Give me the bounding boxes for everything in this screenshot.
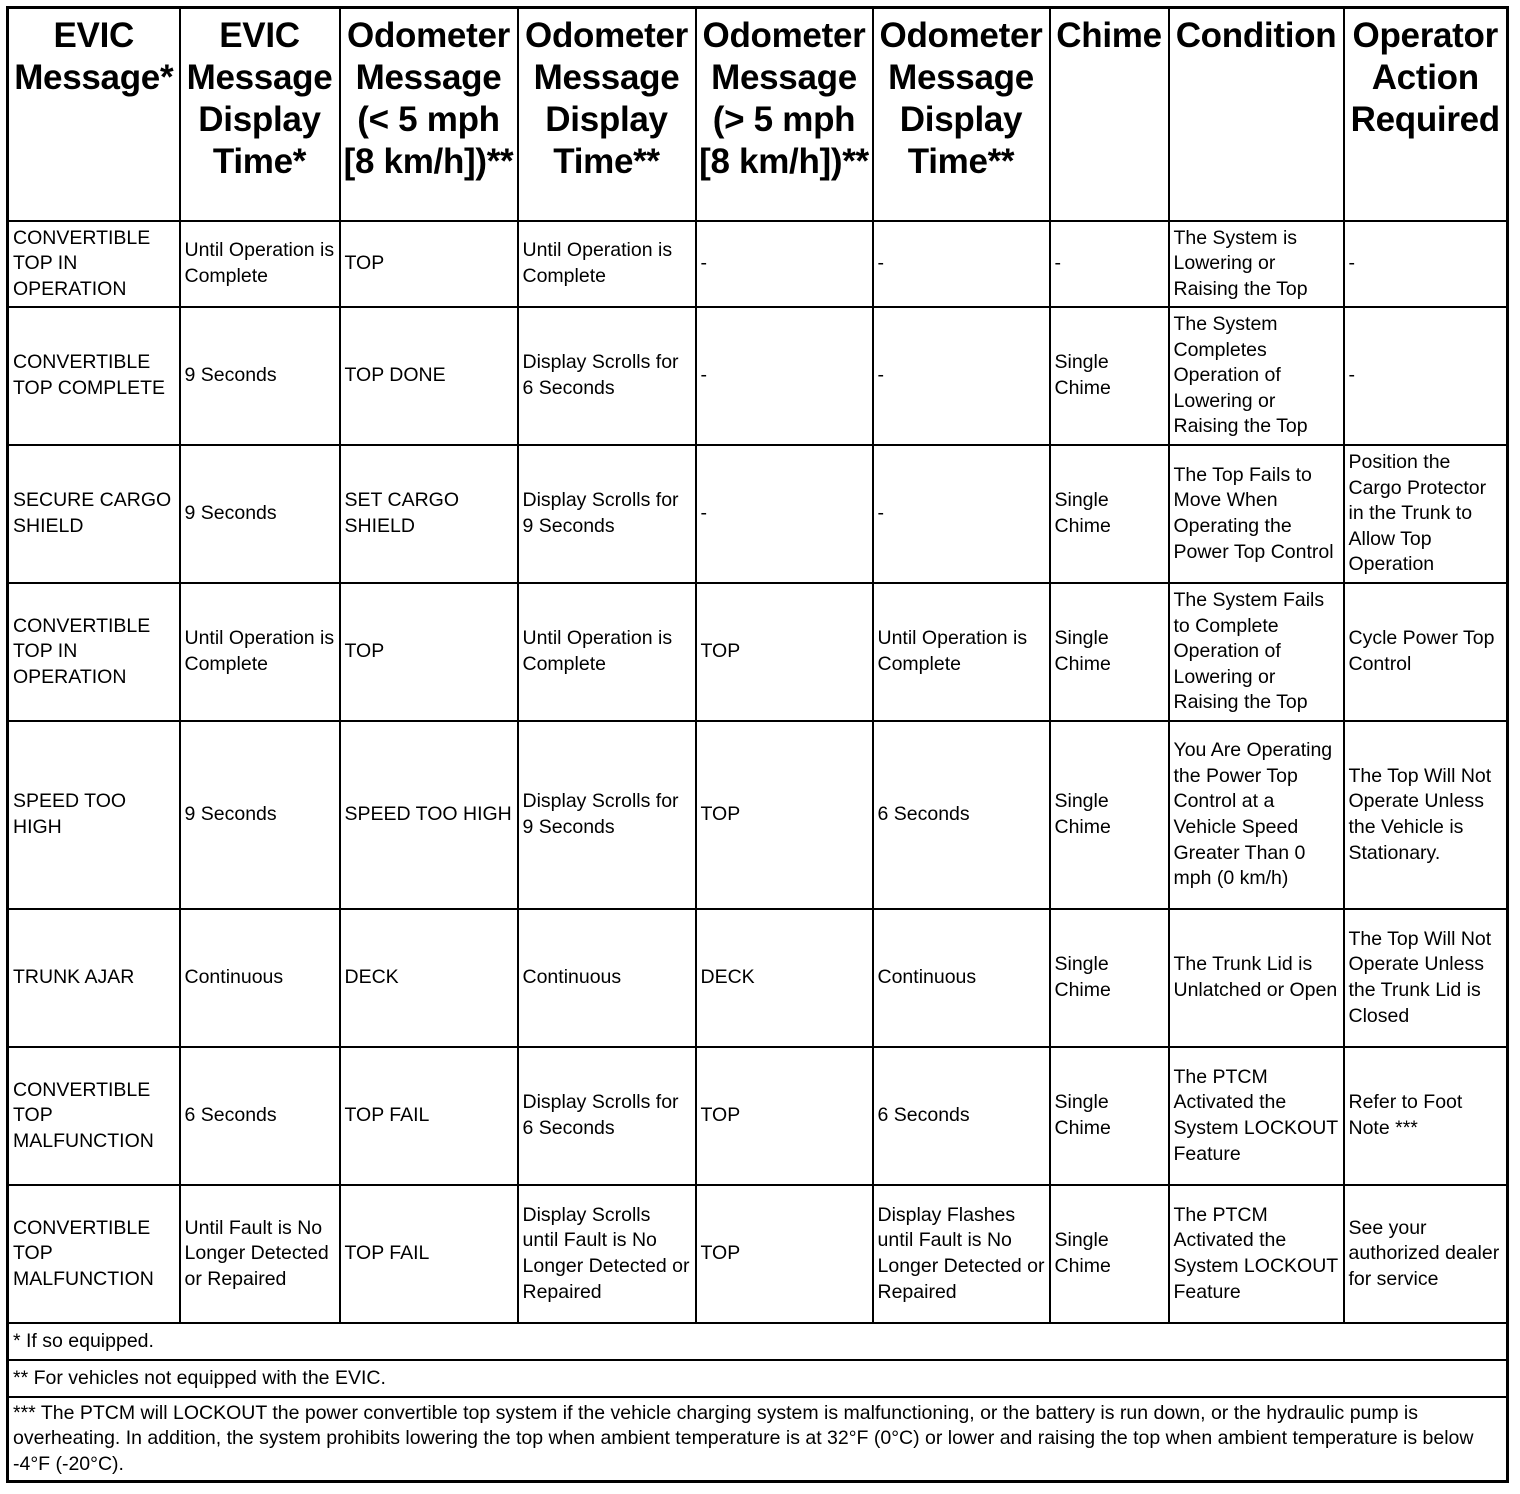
header-chime: Chime (1050, 8, 1169, 222)
cell-evic-display-time: Until Operation is Complete (180, 583, 340, 721)
cell-odometer-message-low: TOP (340, 583, 518, 721)
cell-chime: Single Chime (1050, 909, 1169, 1047)
cell-evic-display-time: 9 Seconds (180, 307, 340, 445)
cell-evic-message: CONVERTIBLE TOP MALFUNCTION (8, 1047, 180, 1185)
cell-odometer-message-low: TOP (340, 221, 518, 307)
cell-odometer-message-low: TOP DONE (340, 307, 518, 445)
header-odometer-message-low-speed: Odometer Message (< 5 mph [8 km/h])** (340, 8, 518, 222)
footnote-row (8, 1397, 1508, 1482)
cell-evic-display-time: Continuous (180, 909, 340, 1047)
table-row (8, 221, 1508, 307)
cell-chime: Single Chime (1050, 307, 1169, 445)
cell-chime: Single Chime (1050, 445, 1169, 583)
cell-odometer-message-low: SPEED TOO HIGH (340, 721, 518, 909)
cell-odometer-time-high: Display Flashes until Fault is No Longer Detected or Repaired (873, 1185, 1050, 1323)
cell-condition: The System Fails to Complete Operation of Lowering or Raising the Top (1169, 583, 1344, 721)
cell-odometer-time-low: Display Scrolls until Fault is No Longer Detected or Repaired (518, 1185, 696, 1323)
cell-chime: Single Chime (1050, 583, 1169, 721)
header-odometer-display-time-high-speed: Odometer Message Display Time** (873, 8, 1050, 222)
cell-evic-message: SECURE CARGO SHIELD (8, 445, 180, 583)
header-operator-action: Operator Action Required (1344, 8, 1508, 222)
header-evic-display-time: EVIC Message Display Time* (180, 8, 340, 222)
cell-operator-action: - (1344, 221, 1508, 307)
cell-odometer-time-low: Display Scrolls for 6 Seconds (518, 1047, 696, 1185)
cell-odometer-time-high: Continuous (873, 909, 1050, 1047)
convertible-top-message-table (6, 6, 1509, 1483)
cell-chime: - (1050, 221, 1169, 307)
cell-operator-action: See your authorized dealer for service (1344, 1185, 1508, 1323)
cell-evic-display-time: Until Fault is No Longer Detected or Repaired (180, 1185, 340, 1323)
cell-evic-display-time: Until Operation is Complete (180, 221, 340, 307)
cell-odometer-time-low: Until Operation is Complete (518, 221, 696, 307)
cell-condition: The Trunk Lid is Unlatched or Open (1169, 909, 1344, 1047)
table-row (8, 1185, 1508, 1323)
cell-operator-action: Position the Cargo Protector in the Trunk to Allow Top Operation (1344, 445, 1508, 583)
header-row (8, 8, 1508, 222)
header-evic-message: EVIC Message* (8, 8, 180, 222)
table-row (8, 909, 1508, 1047)
cell-evic-message: CONVERTIBLE TOP IN OPERATION (8, 583, 180, 721)
cell-chime: Single Chime (1050, 1047, 1169, 1185)
cell-odometer-message-high: TOP (696, 1047, 873, 1185)
cell-condition: The Top Fails to Move When Operating the Power Top Control (1169, 445, 1344, 583)
cell-operator-action: Refer to Foot Note *** (1344, 1047, 1508, 1185)
cell-odometer-time-high: - (873, 307, 1050, 445)
table-row (8, 721, 1508, 909)
cell-evic-display-time: 9 Seconds (180, 445, 340, 583)
cell-condition: You Are Operating the Power Top Control at a Vehicle Speed Greater Than 0 mph (0 km/h) (1169, 721, 1344, 909)
cell-odometer-time-low: Display Scrolls for 6 Seconds (518, 307, 696, 445)
cell-evic-message: TRUNK AJAR (8, 909, 180, 1047)
cell-odometer-time-low: Until Operation is Complete (518, 583, 696, 721)
footnote-row (8, 1323, 1508, 1360)
cell-operator-action: Cycle Power Top Control (1344, 583, 1508, 721)
header-condition: Condition (1169, 8, 1344, 222)
table-row (8, 445, 1508, 583)
cell-odometer-time-low: Display Scrolls for 9 Seconds (518, 445, 696, 583)
header-odometer-message-high-speed: Odometer Message (> 5 mph [8 km/h])** (696, 8, 873, 222)
cell-condition: The PTCM Activated the System LOCKOUT Feature (1169, 1185, 1344, 1323)
table-row (8, 307, 1508, 445)
cell-odometer-message-low: DECK (340, 909, 518, 1047)
cell-operator-action: The Top Will Not Operate Unless the Trunk Lid is Closed (1344, 909, 1508, 1047)
cell-odometer-message-high: - (696, 307, 873, 445)
cell-odometer-message-low: SET CARGO SHIELD (340, 445, 518, 583)
cell-condition: The System is Lowering or Raising the Top (1169, 221, 1344, 307)
cell-odometer-message-high: TOP (696, 1185, 873, 1323)
cell-odometer-time-high: 6 Seconds (873, 1047, 1050, 1185)
header-odometer-display-time-low-speed: Odometer Message Display Time** (518, 8, 696, 222)
footnote-if-equipped: * If so equipped. (8, 1323, 1508, 1360)
cell-condition: The PTCM Activated the System LOCKOUT Feature (1169, 1047, 1344, 1185)
cell-evic-message: CONVERTIBLE TOP MALFUNCTION (8, 1185, 180, 1323)
cell-odometer-message-high: - (696, 221, 873, 307)
cell-odometer-message-low: TOP FAIL (340, 1047, 518, 1185)
cell-evic-display-time: 9 Seconds (180, 721, 340, 909)
cell-odometer-time-low: Continuous (518, 909, 696, 1047)
message-table-container (6, 6, 1506, 1483)
cell-odometer-message-high: TOP (696, 721, 873, 909)
footnote-no-evic: ** For vehicles not equipped with the EVIC. (8, 1360, 1508, 1397)
cell-condition: The System Completes Operation of Lowering or Raising the Top (1169, 307, 1344, 445)
cell-odometer-time-high: 6 Seconds (873, 721, 1050, 909)
cell-odometer-time-high: - (873, 445, 1050, 583)
table-row (8, 1047, 1508, 1185)
footnote-ptcm-lockout: *** The PTCM will LOCKOUT the power convertible top system if the vehicle charging system is malfunctioning, or the battery is run down, or the hydraulic pump is overheating. In addition, the system prohibits lowering the top when ambient temperature is at 32°F (0°C) or lower and raising the top when ambient temperature is below -4°F (-20°C). (8, 1397, 1508, 1482)
table-row (8, 583, 1508, 721)
cell-chime: Single Chime (1050, 721, 1169, 909)
cell-odometer-message-high: - (696, 445, 873, 583)
cell-operator-action: The Top Will Not Operate Unless the Vehicle is Stationary. (1344, 721, 1508, 909)
cell-evic-message: CONVERTIBLE TOP IN OPERATION (8, 221, 180, 307)
cell-chime: Single Chime (1050, 1185, 1169, 1323)
cell-odometer-time-low: Display Scrolls for 9 Seconds (518, 721, 696, 909)
footnote-row (8, 1360, 1508, 1397)
cell-odometer-time-high: - (873, 221, 1050, 307)
cell-odometer-message-low: TOP FAIL (340, 1185, 518, 1323)
cell-odometer-time-high: Until Operation is Complete (873, 583, 1050, 721)
cell-odometer-message-high: TOP (696, 583, 873, 721)
cell-odometer-message-high: DECK (696, 909, 873, 1047)
cell-evic-display-time: 6 Seconds (180, 1047, 340, 1185)
cell-operator-action: - (1344, 307, 1508, 445)
cell-evic-message: CONVERTIBLE TOP COMPLETE (8, 307, 180, 445)
cell-evic-message: SPEED TOO HIGH (8, 721, 180, 909)
